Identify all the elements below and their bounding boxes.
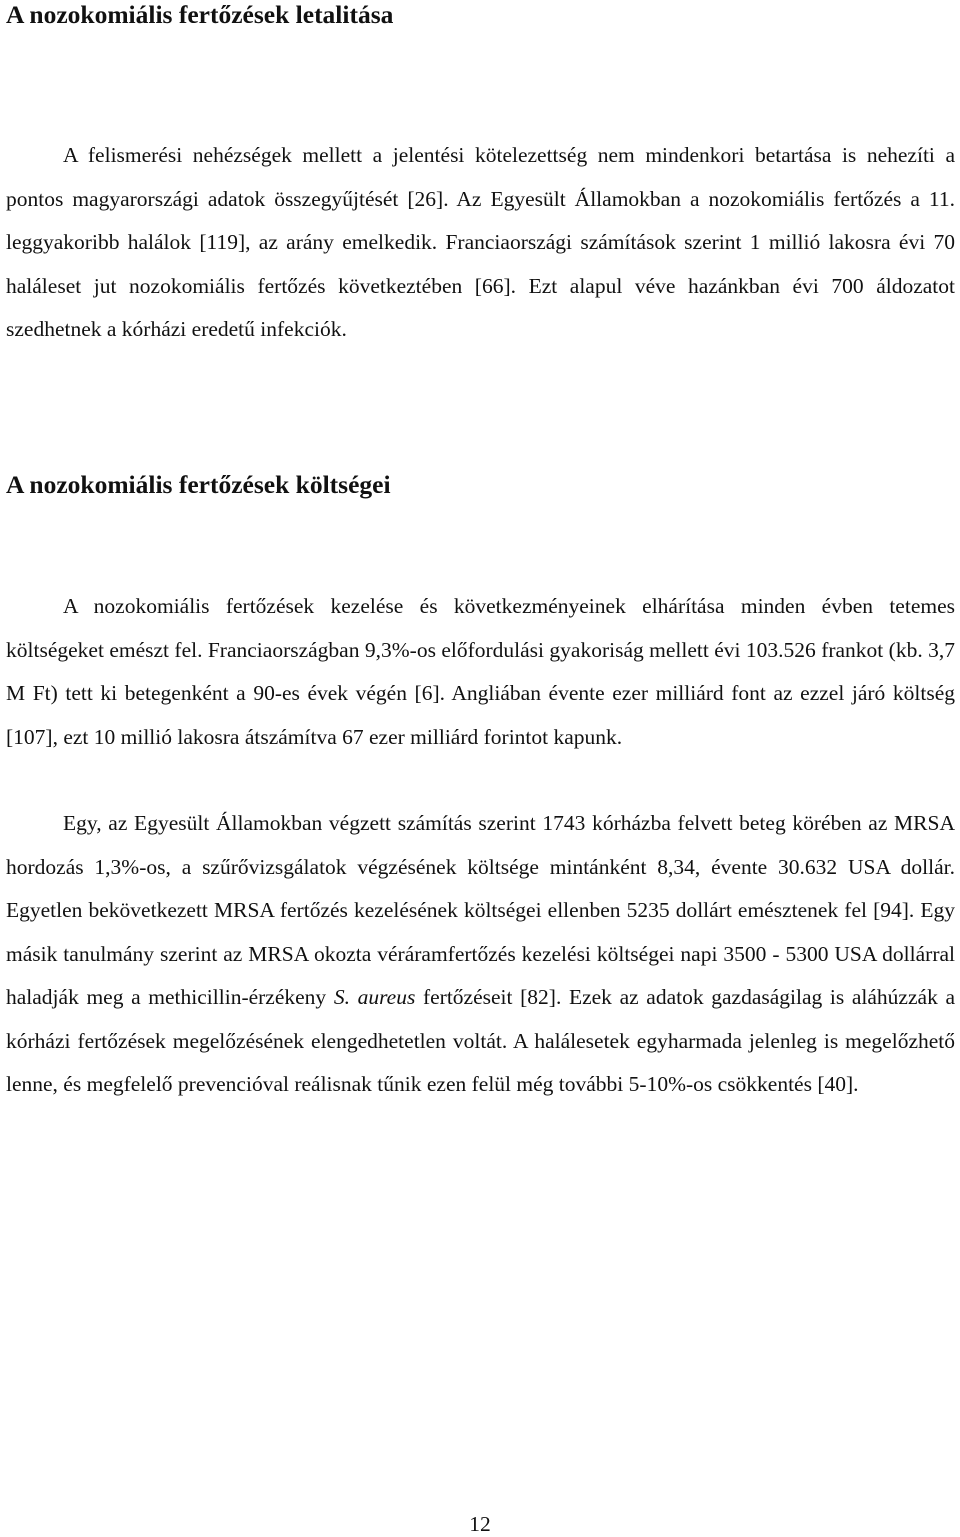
paragraph-costs-2-part1: Egy, az Egyesült Államokban végzett számítás szerint 1743 kórházba felvett beteg körében az MRSA hordozás 1,3%-os, a szűrővizsgálatok végzésének költsége mintánként 8,34, évente 30.632 USA dollár. Egyetlen bekövetkezett MRSA fertőzés kezelésének költségei ellenben 5235 dollárt emésztenek fel [94]. Egy másik tanulmány szerint az MRSA okozta véráramfertőzés kezelési költségei napi 3500 - 5300 USA dollárral haladják meg a methicillin-érzékeny [6,811,955,1009]
page-number: 12 [469,1512,491,1536]
species-name-italic: S. aureus [333,985,416,1009]
paragraph-costs-1: A nozokomiális fertőzések kezelése és következményeinek elhárítása minden évben tetemes költségeket emészt fel. Franciaországban 9,3%-os előfordulási gyakoriság mellett évi 103.526 frankot (kb. 3,7 M Ft) tett ki betegenként a 90-es évek végén [6]. Angliában évente ezer milliárd font az ezzel járó költség [107], ezt 10 millió lakosra átszámítva 67 ezer milliárd forintot kapunk. [6,594,955,749]
paragraph-costs-2 [6,802,955,1107]
paragraph-costs-2-part2: fertőzéseit [82]. Ezek az adatok gazdaságilag is aláhúzzák a kórházi fertőzések megelőzésének elengedhetetlen voltát. A halálesetek egyharmada jelenleg is megelőzhető lenne, és megfelelő prevencióval reálisnak tűnik ezen felül még további 5-10%-os csökkentés [40]. [6,985,955,1096]
section-heading-costs: A nozokomiális fertőzések költségei [6,470,391,499]
section-heading-lethality: A nozokomiális fertőzések letalitása [6,0,394,29]
paragraph-lethality: A felismerési nehézségek mellett a jelentési kötelezettség nem mindenkori betartása is nehezíti a pontos magyarországi adatok összegyűjtését [26]. Az Egyesült Államokban a nozokomiális fertőzés a 11. leggyakoribb halálok [119], az arány emelkedik. Franciaországi számítások szerint 1 millió lakosra évi 70 haláleset jut nozokomiális fertőzés következtében [66]. Ezt alapul véve hazánkban évi 700 áldozatot szedhetnek a kórházi eredetű infekciók. [6,143,955,341]
